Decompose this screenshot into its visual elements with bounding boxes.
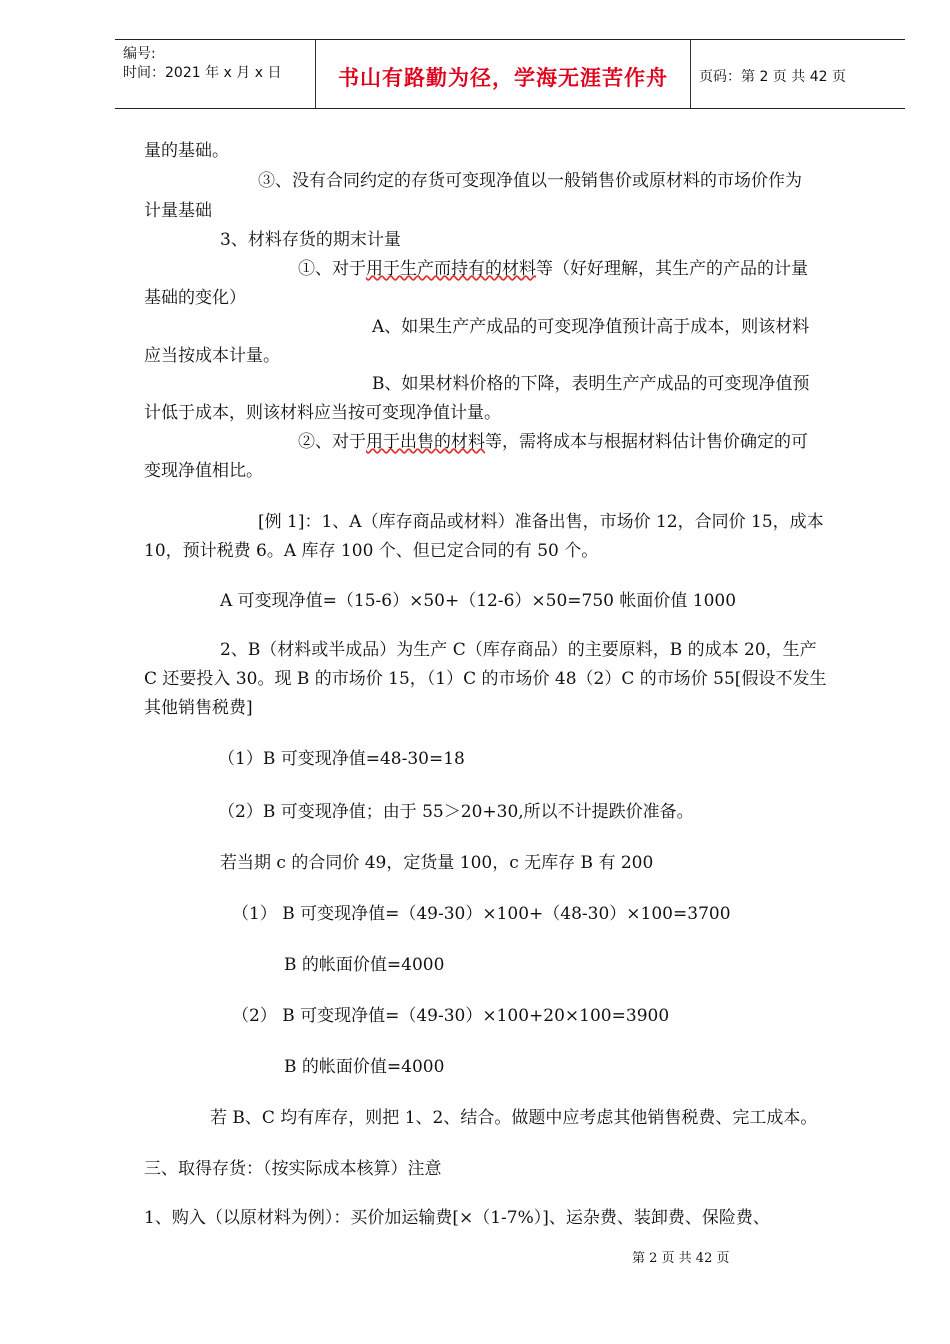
page-footer: 第 2 页 共 42 页 xyxy=(632,1251,730,1266)
text-line: 应当按成本计量。 xyxy=(144,346,280,366)
text-line: 2、B（材料或半成品）为生产 C（库存商品）的主要原料，B 的成本 20，生产 xyxy=(220,640,817,660)
time-label: 时间：2021 年 x 月 x 日 xyxy=(123,65,282,81)
text-run: ②、对于 xyxy=(298,432,366,452)
header-motto: 书山有路勤为径，学海无涯苦作舟 xyxy=(338,66,668,90)
text-line: B、如果材料价格的下降，表明生产产成品的可变现净值预 xyxy=(372,374,810,394)
text-line: 若 B、C 均有库存，则把 1、2、结合。做题中应考虑其他销售税费、完工成本。 xyxy=(210,1108,818,1128)
text-line: 10，预计税费 6。A 库存 100 个、但已定合同的有 50 个。 xyxy=(144,541,599,561)
text-line: 计量基础 xyxy=(144,201,212,221)
text-run: 等（好好理解，其生产的产品的计量 xyxy=(536,259,808,279)
text-line: 计低于成本，则该材料应当按可变现净值计量。 xyxy=(144,403,501,423)
text-line: （1） B 可变现净值=（49-30）×100+（48-30）×100=3700 xyxy=(232,904,731,924)
text-line: B 的帐面价值=4000 xyxy=(284,1057,445,1077)
page-header xyxy=(115,39,905,109)
text-line: （2） B 可变现净值=（49-30）×100+20×100=3900 xyxy=(232,1006,670,1026)
text-line: 三、取得存货：（按实际成本核算）注意 xyxy=(144,1159,442,1179)
text-line: A 可变现净值=（15-6）×50+（12-6）×50=750 帐面价值 1000 xyxy=(220,591,737,611)
text-line xyxy=(298,427,808,452)
text-line: 量的基础。 xyxy=(144,141,229,161)
text-line: 其他销售税费] xyxy=(144,698,253,718)
text-line: 1、购入（以原材料为例）：买价加运输费[×（1-7%）]、运杂费、装卸费、保险费、 xyxy=(144,1208,770,1228)
text-line: [例 1]：1、A（库存商品或材料）准备出售，市场价 12，合同价 15，成本 xyxy=(258,512,824,532)
text-line: A、如果生产产成品的可变现净值预计高于成本，则该材料 xyxy=(372,317,810,337)
header-page-info: 页码：第 2 页 共 42 页 xyxy=(699,69,846,85)
text-line: 变现净值相比。 xyxy=(144,461,263,481)
header-meta-cell xyxy=(115,40,316,108)
text-line: （2）B 可变现净值；由于 55＞20+30,所以不计提跌价准备。 xyxy=(218,802,694,822)
header-motto-cell xyxy=(316,40,691,108)
text-line: 若当期 c 的合同价 49，定货量 100，c 无库存 B 有 200 xyxy=(220,853,654,873)
underlined-term: 用于出售的材料 xyxy=(366,432,485,452)
text-line xyxy=(298,254,808,279)
text-line: C 还要投入 30。现 B 的市场价 15，（1）C 的市场价 48（2）C 的市场价 55[假设不发生 xyxy=(144,669,827,689)
text-line: ③、没有合同约定的存货可变现净值以一般销售价或原材料的市场价作为 xyxy=(258,171,802,191)
text-run: ①、对于 xyxy=(298,259,366,279)
text-run: 等，需将成本与根据材料估计售价确定的可 xyxy=(485,432,808,452)
header-page-cell xyxy=(691,40,905,108)
serial-label: 编号: xyxy=(123,46,156,62)
underlined-term: 用于生产而持有的材料 xyxy=(366,259,536,279)
text-line: B 的帐面价值=4000 xyxy=(284,955,445,975)
text-line: （1）B 可变现净值=48-30=18 xyxy=(218,749,465,769)
text-line: 3、材料存货的期末计量 xyxy=(220,230,401,250)
text-line: 基础的变化） xyxy=(144,288,246,308)
